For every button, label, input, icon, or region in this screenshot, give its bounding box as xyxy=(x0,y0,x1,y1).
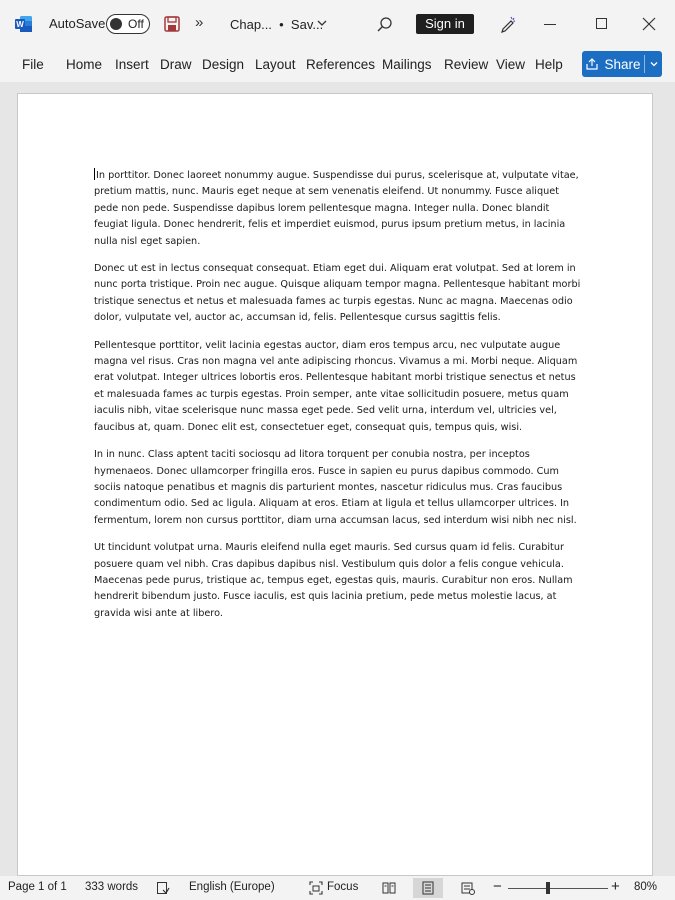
minimize-icon[interactable] xyxy=(544,24,556,25)
proofing-icon[interactable] xyxy=(156,881,170,895)
web-layout-icon[interactable] xyxy=(461,881,475,895)
ribbon-tabs xyxy=(0,48,675,82)
zoom-level[interactable]: 80% xyxy=(634,881,658,893)
chevron-down-icon[interactable] xyxy=(316,17,328,29)
svg-text:W: W xyxy=(16,20,24,29)
status-bar xyxy=(0,876,675,900)
autosave-toggle[interactable] xyxy=(106,14,150,34)
share-divider xyxy=(644,55,645,73)
tab-help[interactable]: Help xyxy=(535,57,563,72)
print-layout-icon[interactable] xyxy=(421,881,435,895)
tab-home[interactable]: Home xyxy=(66,57,103,72)
zoom-out-button[interactable]: − xyxy=(493,878,502,895)
paragraph[interactable]: Pellentesque porttitor, velit lacinia egestas auctor, diam eros tempus arcu, nec vulputate augue magna vel risus. Cras non magna vel ante adipiscing rhoncus. Vivamus a mi. Morbi neque. Aliquam erat volutpat. Integer ultrices lobortis eros. Pellentesque habitant morbi tristique senectus et netus et malesuada fames ac turpis egestas. Proin semper, ante vitae sollicitudin posuere, metus quam iaculis nibh, vitae scelerisque nunc massa eget pede. Sed velit urna, interdum vel, ultricies vel, faucibus at, quam. Donec elit est, consectetuer eget, consequat quis, tempus quis, wisi. xyxy=(94,339,578,433)
tab-design[interactable]: Design xyxy=(202,57,245,72)
share-label: Share xyxy=(604,56,641,72)
focus-label[interactable]: Focus xyxy=(327,881,359,893)
zoom-slider[interactable] xyxy=(508,888,608,889)
paragraph[interactable]: In in nunc. Class aptent taciti sociosqu ad litora torquent per conubia nostra, per inceptos hymenaeos. Donec ullamcorper fringilla eros. Fusce in sapien eu purus dapibus commodo. Cum sociis natoque penatibus et magnis dis parturient montes, nascetur ridiculus mus. Cras faucibus condimentum odio. Sed ac ligula. Aliquam at eros. Etiam at ligula et tellus ullamcorper ultrices. In fermentum, lorem non cursus porttitor, diam urna accumsan lacus, sed interdum wisi nibh nec nisl. xyxy=(94,449,577,526)
language[interactable]: English (Europe) xyxy=(189,881,275,893)
autosave-state: Off xyxy=(128,17,144,31)
tab-layout[interactable]: Layout xyxy=(255,57,296,72)
close-icon[interactable] xyxy=(642,17,656,31)
page-count[interactable]: Page 1 of 1 xyxy=(8,881,67,893)
paragraph[interactable]: Ut tincidunt volutpat urna. Mauris eleifend nulla eget mauris. Sed cursus quam id felis. Curabitur posuere quam vel nibh. Cras dapibus dapibus nisl. Vestibulum quis dolor a felis congue vehicula. Maecenas pede purus, tristique ac, tempus eget, egestas quis, mauris. Curabitur non eros. Nullam hendrerit bibendum justo. Fusce iaculis, est quis lacinia pretium, pede metus molestie lacus, at gravida wisi ante at libero. xyxy=(94,542,573,619)
maximize-icon[interactable] xyxy=(596,18,607,29)
autosave-label: AutoSave xyxy=(49,16,106,31)
sign-in-button[interactable]: Sign in xyxy=(416,14,474,34)
tab-references[interactable]: References xyxy=(306,57,376,72)
zoom-slider-thumb[interactable] xyxy=(546,882,550,894)
tab-mailings[interactable]: Mailings xyxy=(382,57,432,72)
toggle-knob xyxy=(110,18,122,30)
document-body[interactable] xyxy=(94,168,581,633)
tab-draw[interactable]: Draw xyxy=(160,57,192,72)
paragraph[interactable]: Donec ut est in lectus consequat consequat. Etiam eget dui. Aliquam erat volutpat. Sed at lorem in nunc porta tristique. Proin nec augue. Quisque aliquam tempor magna. Pellentesque habitant morbi tristique senectus et netus et malesuada fames ac turpis egestas. Nunc ac magna. Maecenas odio dolor, vulputate vel, auctor ac, accumsan id, felis. Pellentesque cursus sagittis felis. xyxy=(94,263,581,324)
word-logo-icon xyxy=(15,15,33,33)
word-count[interactable]: 333 words xyxy=(85,881,139,893)
paragraph[interactable]: In porttitor. Donec laoreet nonummy augue. Suspendisse dui purus, scelerisque at, vulputate vitae, pretium mattis, nunc. Mauris eget neque at sem venenatis eleifend. Ut nonummy. Fusce aliquet pede non pede. Suspendisse dapibus lorem pellentesque magna. Integer nulla. Donec blandit feugiat ligula. Donec hendrerit, felis et imperdiet euismod, purus ipsum pretium metus, in lacinia nulla nisl eget sapien. xyxy=(94,170,579,247)
designer-pen-icon[interactable] xyxy=(498,14,518,34)
document-page[interactable] xyxy=(17,93,653,876)
document-canvas xyxy=(0,82,675,876)
share-button[interactable] xyxy=(582,51,662,77)
save-icon[interactable] xyxy=(163,15,181,33)
focus-icon[interactable] xyxy=(309,881,323,895)
read-mode-icon[interactable] xyxy=(382,881,396,895)
search-icon[interactable] xyxy=(376,16,393,33)
share-main[interactable] xyxy=(582,51,644,77)
share-icon xyxy=(585,57,599,71)
document-title[interactable]: Chap... • Sav... xyxy=(230,17,324,32)
title-bar xyxy=(0,0,675,48)
tab-review[interactable]: Review xyxy=(444,57,489,72)
tab-view[interactable]: View xyxy=(496,57,526,72)
zoom-in-button[interactable]: + xyxy=(611,878,620,895)
text-cursor xyxy=(94,168,95,180)
tab-insert[interactable]: Insert xyxy=(115,57,149,72)
tab-file[interactable]: File xyxy=(22,57,44,72)
chevron-down-icon[interactable] xyxy=(648,58,660,70)
more-commands-icon[interactable]: » xyxy=(195,14,202,31)
